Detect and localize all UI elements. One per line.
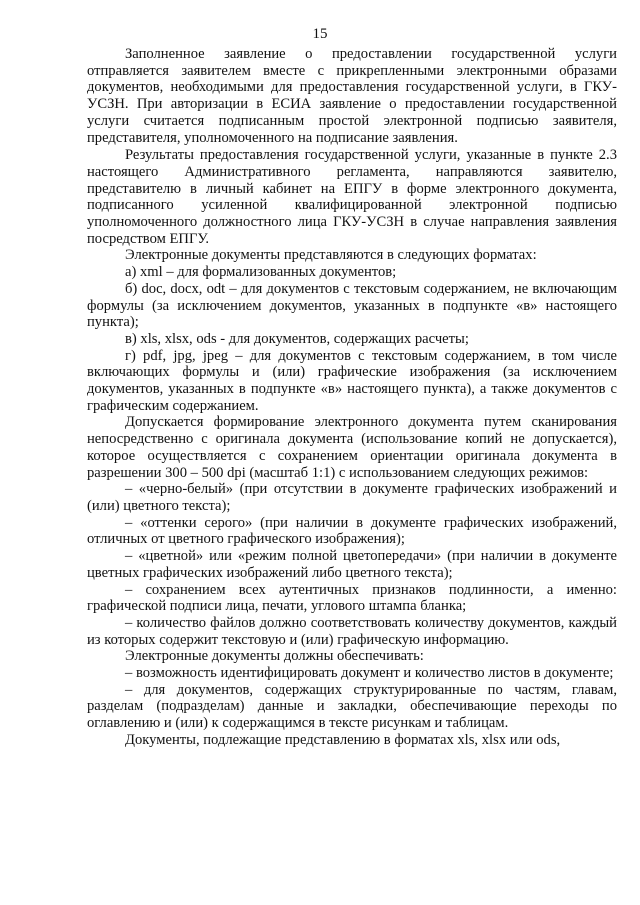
list-item-format-v: в) xls, xlsx, ods - для документов, содержащих расчеты; bbox=[125, 330, 469, 347]
list-item-mode-grayscale: – «оттенки серого» (при наличии в документе графических изображений, отличных от цветного графического изображения); bbox=[87, 514, 617, 548]
list-item-format-a: а) xml – для формализованных документов; bbox=[125, 264, 397, 281]
list-item-file-count: – количество файлов должно соответствовать количеству документов, каждый из которых содержит текстовую и (или) графическую информацию. bbox=[87, 614, 617, 648]
list-item-authenticity: – сохранением всех аутентичных признаков подлинности, а именно: графической подписи лица, печати, углового штампа бланка; bbox=[87, 581, 617, 615]
list-item-mode-color: – «цветной» или «режим полной цветопередачи» (при наличии в документе цветных графических изображений либо цветного текста); bbox=[87, 548, 617, 581]
list-item-identify-document: – возможность идентифицировать документ и количество листов в документе; bbox=[125, 665, 614, 682]
paragraph-spreadsheet-formats: Документы, подлежащие представлению в форматах xls, xlsx или ods, bbox=[125, 731, 561, 748]
list-item-mode-bw: – «черно-белый» (при отсутствии в документе графических изображений и (или) цветного текста); bbox=[87, 481, 617, 514]
page-body bbox=[87, 46, 617, 749]
paragraph-application-submission: Заполненное заявление о предоставлении государственной услуги отправляется заявителем вместе с прикрепленными электронными образами документов, необходимыми для предоставления государственной услуги, в ГКУ-УСЗН. При авторизации в ЕСИА заявление о предоставлении государственной услуги считается подписанным простой электронной подписью заявителя, представителя, уполномоченного на подписание заявления. bbox=[87, 46, 617, 146]
page-number: 15 bbox=[312, 26, 328, 42]
list-item-format-b: б) doc, docx, odt – для документов с текстовым содержанием, не включающим формулы (за исключением документов, указанных в подпункте «в» настоящего пункта); bbox=[87, 280, 617, 331]
paragraph-formats-intro: Электронные документы представляются в следующих форматах: bbox=[125, 247, 537, 264]
paragraph-scanning: Допускается формирование электронного документа путем сканирования непосредственно с оригинала документа (использование копий не допускается), которое осуществляется с сохранением ориентации оригинала документа в разрешении 300 – 500 dpi (масштаб 1:1) с использованием следующих режимов: bbox=[87, 414, 617, 481]
list-item-format-g: г) pdf, jpg, jpeg – для документов с текстовым содержанием, в том числе включающих формулы и (или) графические изображения (за исключением документов, указанных в подпункте «в» настоящего пункта), а также документов с графическим содержанием. bbox=[87, 347, 618, 414]
paragraph-service-results: Результаты предоставления государственной услуги, указанные в пункте 2.3 настоящего Административного регламента, направляются заявителю, представителю в личный кабинет на ЕПГУ в форме электронного документа, подписанного усиленной квалифицированной электронной подписью уполномоченного должностного лица ГКУ-УСЗН в случае направления заявления посредством ЕПГУ. bbox=[87, 147, 617, 247]
list-item-structured-documents: – для документов, содержащих структурированные по частям, главам, разделам (подразделам) данные и закладки, обеспечивающие переходы по оглавлению и (или) к содержащимся в тексте рисункам и таблицам. bbox=[87, 681, 617, 732]
paragraph-documents-must-provide: Электронные документы должны обеспечивать: bbox=[125, 648, 424, 665]
